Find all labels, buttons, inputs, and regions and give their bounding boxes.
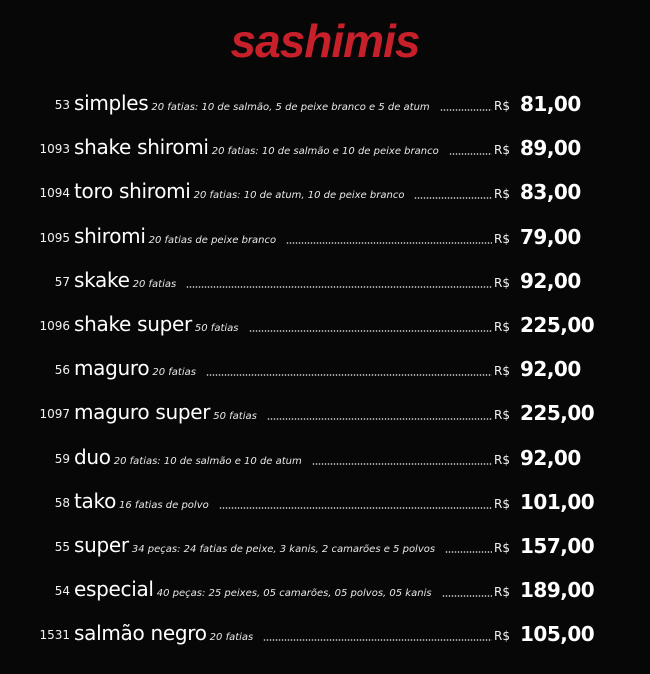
currency-symbol: R$ [494, 275, 510, 290]
leader-dots [206, 374, 492, 376]
leader-dots [449, 153, 492, 155]
item-description: 20 fatias [209, 632, 254, 644]
item-code: 53 [54, 98, 70, 112]
item-description: 20 fatias [152, 367, 196, 379]
leader-dots [219, 507, 492, 509]
item-code: 1095 [39, 230, 70, 245]
item-code: 55 [54, 540, 70, 554]
menu-item [0, 176, 650, 206]
item-code: 1096 [39, 319, 70, 333]
item-code: 1093 [39, 142, 70, 157]
currency-symbol: R$ [494, 99, 510, 113]
item-name: toro shiromi [74, 179, 191, 204]
item-name: simples [74, 91, 149, 115]
item-name: maguro super [74, 400, 211, 425]
currency-symbol: R$ [494, 452, 510, 467]
item-name: skake [74, 267, 130, 292]
menu-item [0, 486, 650, 516]
item-name: shake super [74, 312, 192, 336]
leader-dots [440, 109, 492, 111]
menu-title: sashimis [230, 15, 420, 67]
currency-symbol: R$ [494, 585, 510, 600]
item-price: 157,00 [520, 534, 595, 558]
item-price: 225,00 [520, 401, 595, 426]
currency-symbol: R$ [494, 496, 510, 511]
item-code: 54 [54, 584, 70, 599]
menu-item [0, 265, 650, 295]
currency-symbol: R$ [494, 629, 510, 644]
leader-dots [263, 639, 492, 641]
currency-symbol: R$ [494, 541, 510, 555]
item-code: 59 [54, 451, 70, 466]
item-description: 16 fatias de polvo [119, 499, 209, 511]
item-code: 56 [54, 363, 70, 378]
item-price: 83,00 [520, 180, 581, 205]
item-name: salmão negro [74, 621, 207, 646]
menu-item [0, 442, 650, 472]
leader-dots [186, 286, 492, 288]
menu-item [0, 132, 650, 162]
menu-item [0, 530, 650, 560]
item-name: super [74, 533, 129, 557]
leader-dots [267, 418, 492, 420]
currency-symbol: R$ [494, 231, 510, 246]
item-price: 92,00 [520, 268, 581, 293]
item-price: 101,00 [520, 489, 595, 514]
item-description: 50 fatias [194, 323, 239, 334]
item-description: 20 fatias de peixe branco [148, 234, 277, 246]
leader-dots [249, 330, 493, 332]
item-description: 34 peças: 24 fatias de peixe, 3 kanis, 2 camarões e 5 polvos [131, 544, 436, 555]
item-description: 20 fatias [132, 278, 177, 290]
item-name: shiromi [74, 223, 146, 248]
item-price: 105,00 [520, 622, 595, 647]
item-description: 20 fatias: 10 de salmão, 5 de peixe branco e 5 de atum [151, 102, 430, 113]
currency-symbol: R$ [494, 364, 510, 379]
item-description: 50 fatias [213, 411, 257, 423]
menu-item [0, 353, 650, 383]
item-price: 92,00 [520, 357, 581, 382]
item-code: 1094 [39, 186, 70, 201]
leader-dots [286, 242, 492, 244]
menu-item [0, 309, 650, 339]
leader-dots [312, 463, 492, 465]
item-name: duo [74, 444, 111, 469]
item-price: 92,00 [520, 445, 581, 470]
item-code: 1097 [39, 407, 70, 422]
item-code: 58 [54, 495, 70, 510]
item-name: tako [74, 488, 117, 513]
currency-symbol: R$ [494, 320, 510, 334]
menu-item [0, 221, 650, 251]
menu-item [0, 618, 650, 648]
menu-item [0, 574, 650, 604]
item-name: shake shiromi [74, 135, 209, 160]
item-description: 20 fatias: 10 de atum, 10 de peixe branco [193, 190, 405, 202]
currency-symbol: R$ [494, 408, 510, 423]
currency-symbol: R$ [494, 143, 510, 158]
item-description: 20 fatias: 10 de salmão e 10 de peixe branco [211, 146, 439, 158]
item-price: 79,00 [520, 224, 581, 249]
leader-dots [414, 197, 492, 199]
item-name: maguro [74, 356, 150, 381]
leader-dots [442, 595, 492, 597]
item-code: 1531 [39, 628, 70, 643]
item-description: 20 fatias: 10 de salmão e 10 de atum [113, 455, 302, 467]
item-name: especial [74, 577, 154, 602]
currency-symbol: R$ [494, 187, 510, 202]
item-description: 40 peças: 25 peixes, 05 camarões, 05 polvos, 05 kanis [156, 588, 432, 600]
menu-item [0, 88, 650, 118]
item-price: 225,00 [520, 313, 595, 337]
menu-item [0, 397, 650, 427]
item-price: 189,00 [520, 578, 595, 603]
item-price: 81,00 [520, 92, 581, 116]
item-price: 89,00 [520, 136, 581, 161]
item-code: 57 [54, 274, 70, 289]
leader-dots [445, 551, 492, 553]
